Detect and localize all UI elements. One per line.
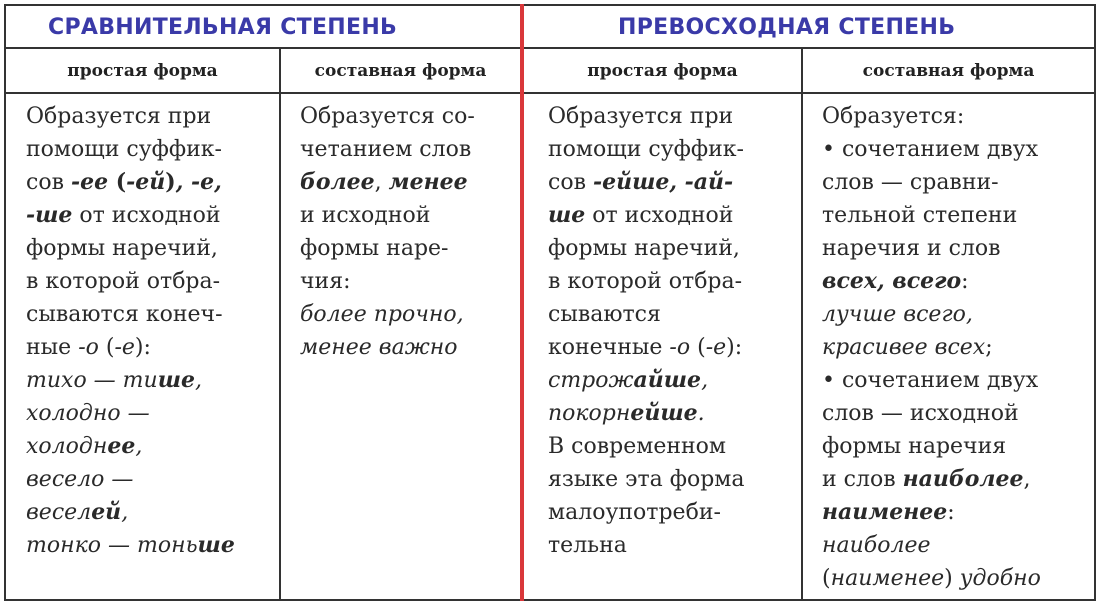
cell-line (822, 298, 1041, 331)
text-segment: красивее всех (822, 335, 986, 360)
text-segment: четанием слов (300, 137, 472, 162)
text-segment: в которой отбра- (548, 269, 743, 294)
text-segment: -о (78, 335, 99, 360)
text-segment: сов (26, 170, 71, 195)
cell-line (548, 232, 745, 265)
text-segment: строж (548, 368, 634, 393)
cell-line (26, 199, 235, 232)
cell-line (822, 100, 1041, 133)
cell-line (548, 364, 745, 397)
cell-line (26, 397, 235, 430)
cell-line (300, 199, 475, 232)
text-segment: Образуется со- (300, 104, 475, 129)
text-segment: от исходной (72, 203, 221, 228)
text-segment: лучше всего, (822, 302, 973, 327)
cell-line (26, 463, 235, 496)
text-segment: ей (91, 499, 122, 525)
text-segment: : (961, 269, 969, 294)
cell-line (300, 298, 475, 331)
cell-line (822, 529, 1041, 562)
comp-simple-header: простая форма (67, 61, 218, 81)
text-segment: и исходной (300, 203, 431, 228)
text-segment: наименее (822, 499, 948, 525)
cell-line (822, 232, 1041, 265)
cell-line (822, 331, 1041, 364)
comp-compound-header: составная форма (314, 61, 487, 81)
cell-line (822, 133, 1041, 166)
text-segment: ше (548, 202, 586, 228)
text-segment: , (701, 368, 709, 393)
text-segment: ее (107, 433, 136, 459)
text-segment: холодн (26, 434, 108, 459)
text-segment: , (194, 368, 202, 393)
text-segment: формы наречий, (548, 236, 740, 261)
cell-line (26, 496, 235, 529)
text-segment: Образуется при (548, 104, 734, 129)
cell-line (26, 529, 235, 562)
comp-compound-cell (300, 100, 475, 364)
cell-line (26, 430, 235, 463)
cell-line (300, 100, 475, 133)
text-segment: сываются конеч- (26, 302, 223, 327)
text-segment: ше (197, 532, 235, 558)
text-segment: всех, всего (822, 268, 962, 294)
text-segment: ше (157, 367, 195, 393)
text-segment: • сочетанием двух (822, 368, 1039, 393)
text-segment: : (947, 500, 955, 525)
cell-line (548, 430, 745, 463)
cell-line (822, 364, 1041, 397)
text-segment: менее важно (300, 335, 458, 360)
text-segment: более (300, 169, 375, 195)
superlative-degree-title: ПРЕВОСХОДНАЯ СТЕПЕНЬ (618, 14, 956, 40)
text-segment: сываются (548, 302, 661, 327)
text-segment: менее (388, 169, 468, 195)
sup-simple-header: простая форма (587, 61, 738, 81)
text-segment: слов — сравни- (822, 170, 999, 195)
cell-line (548, 496, 745, 529)
text-segment: малоупотреби- (548, 500, 721, 525)
cell-line (548, 265, 745, 298)
text-segment: Образуется: (822, 104, 965, 129)
text-segment: тихо — ти (26, 368, 158, 393)
text-segment: -ей (126, 169, 166, 195)
text-segment: наименее (830, 566, 945, 591)
text-segment: , (374, 170, 389, 195)
text-segment: наиболее (902, 466, 1024, 492)
text-segment: ( (98, 335, 115, 360)
text-segment: -о (669, 335, 691, 360)
text-segment: , (121, 500, 129, 525)
text-segment: ): (134, 335, 151, 360)
text-segment: тонко — тонь (26, 533, 198, 558)
section-separator (520, 4, 524, 601)
cell-line (26, 232, 235, 265)
text-segment: более прочно, (300, 302, 464, 327)
text-segment: ) (165, 169, 176, 195)
cell-line (26, 331, 235, 364)
cell-line (822, 166, 1041, 199)
cell-line (822, 265, 1041, 298)
cell-line (300, 331, 475, 364)
cell-line (300, 265, 475, 298)
text-segment: удобно (959, 566, 1041, 591)
text-segment: -е (114, 335, 135, 360)
cell-line (548, 331, 745, 364)
text-segment: тельна (548, 533, 627, 558)
text-segment: айше (633, 367, 702, 393)
text-segment: помощи суффик- (548, 137, 744, 162)
text-segment: в которой отбра- (26, 269, 221, 294)
text-segment: ейше (630, 400, 698, 426)
cell-line (822, 496, 1041, 529)
text-segment: наиболее (822, 533, 931, 558)
text-segment: наречия и слов (822, 236, 1001, 261)
text-segment: -е (705, 335, 727, 360)
cell-line (26, 100, 235, 133)
text-segment: ные (26, 335, 79, 360)
cell-line (300, 133, 475, 166)
cell-line (822, 463, 1041, 496)
cell-line (300, 166, 475, 199)
text-segment: -ейше, -ай- (592, 169, 734, 195)
cell-line (548, 463, 745, 496)
sup-simple-cell (548, 100, 745, 562)
text-segment: Образуется при (26, 104, 212, 129)
cell-line (822, 397, 1041, 430)
cell-line (548, 397, 745, 430)
text-segment: весело — (26, 467, 134, 492)
text-segment: , (1023, 467, 1031, 492)
cell-line (548, 199, 745, 232)
text-segment: и слов (822, 467, 903, 492)
text-segment: от исходной (585, 203, 734, 228)
column-divider-3 (801, 47, 803, 601)
text-segment: конечные (548, 335, 670, 360)
cell-line (26, 133, 235, 166)
cell-line (26, 265, 235, 298)
text-segment: чия: (300, 269, 351, 294)
text-segment: ( (822, 566, 831, 591)
sup-compound-cell (822, 100, 1041, 595)
comp-simple-cell (26, 100, 235, 562)
text-segment: ; (985, 335, 993, 360)
text-segment: • сочетанием двух (822, 137, 1039, 162)
cell-line (822, 562, 1041, 595)
text-segment: весел (26, 500, 92, 525)
text-segment: ): (726, 335, 743, 360)
cell-line (548, 133, 745, 166)
text-segment: ( (108, 169, 127, 195)
text-segment: слов — исходной (822, 401, 1019, 426)
text-segment: языке эта форма (548, 467, 745, 492)
section-divider (4, 47, 1096, 49)
text-segment: , -е, (175, 169, 222, 195)
cell-line (548, 166, 745, 199)
text-segment: тельной степени (822, 203, 1018, 228)
cell-line (822, 199, 1041, 232)
cell-line (26, 364, 235, 397)
sup-compound-header: составная форма (862, 61, 1035, 81)
text-segment: покорн (548, 401, 631, 426)
text-segment: -ше (26, 202, 73, 228)
cell-line (548, 298, 745, 331)
text-segment: холодно — (26, 401, 150, 426)
text-segment: -ее (70, 169, 109, 195)
column-divider-1 (279, 47, 281, 601)
text-segment: ( (690, 335, 706, 360)
cell-line (26, 166, 235, 199)
cell-line (822, 430, 1041, 463)
text-segment: формы наре- (300, 236, 449, 261)
text-segment: помощи суффик- (26, 137, 222, 162)
text-segment: , (135, 434, 143, 459)
subheader-divider (4, 92, 1096, 94)
text-segment: сов (548, 170, 593, 195)
text-segment: . (697, 401, 705, 426)
cell-line (300, 232, 475, 265)
text-segment: формы наречий, (26, 236, 218, 261)
text-segment: ) (944, 566, 960, 591)
text-segment: формы наречия (822, 434, 1007, 459)
text-segment: В современном (548, 434, 727, 459)
cell-line (26, 298, 235, 331)
cell-line (548, 100, 745, 133)
cell-line (548, 529, 745, 562)
comparative-degree-title: СРАВНИТЕЛЬНАЯ СТЕПЕНЬ (48, 14, 398, 40)
